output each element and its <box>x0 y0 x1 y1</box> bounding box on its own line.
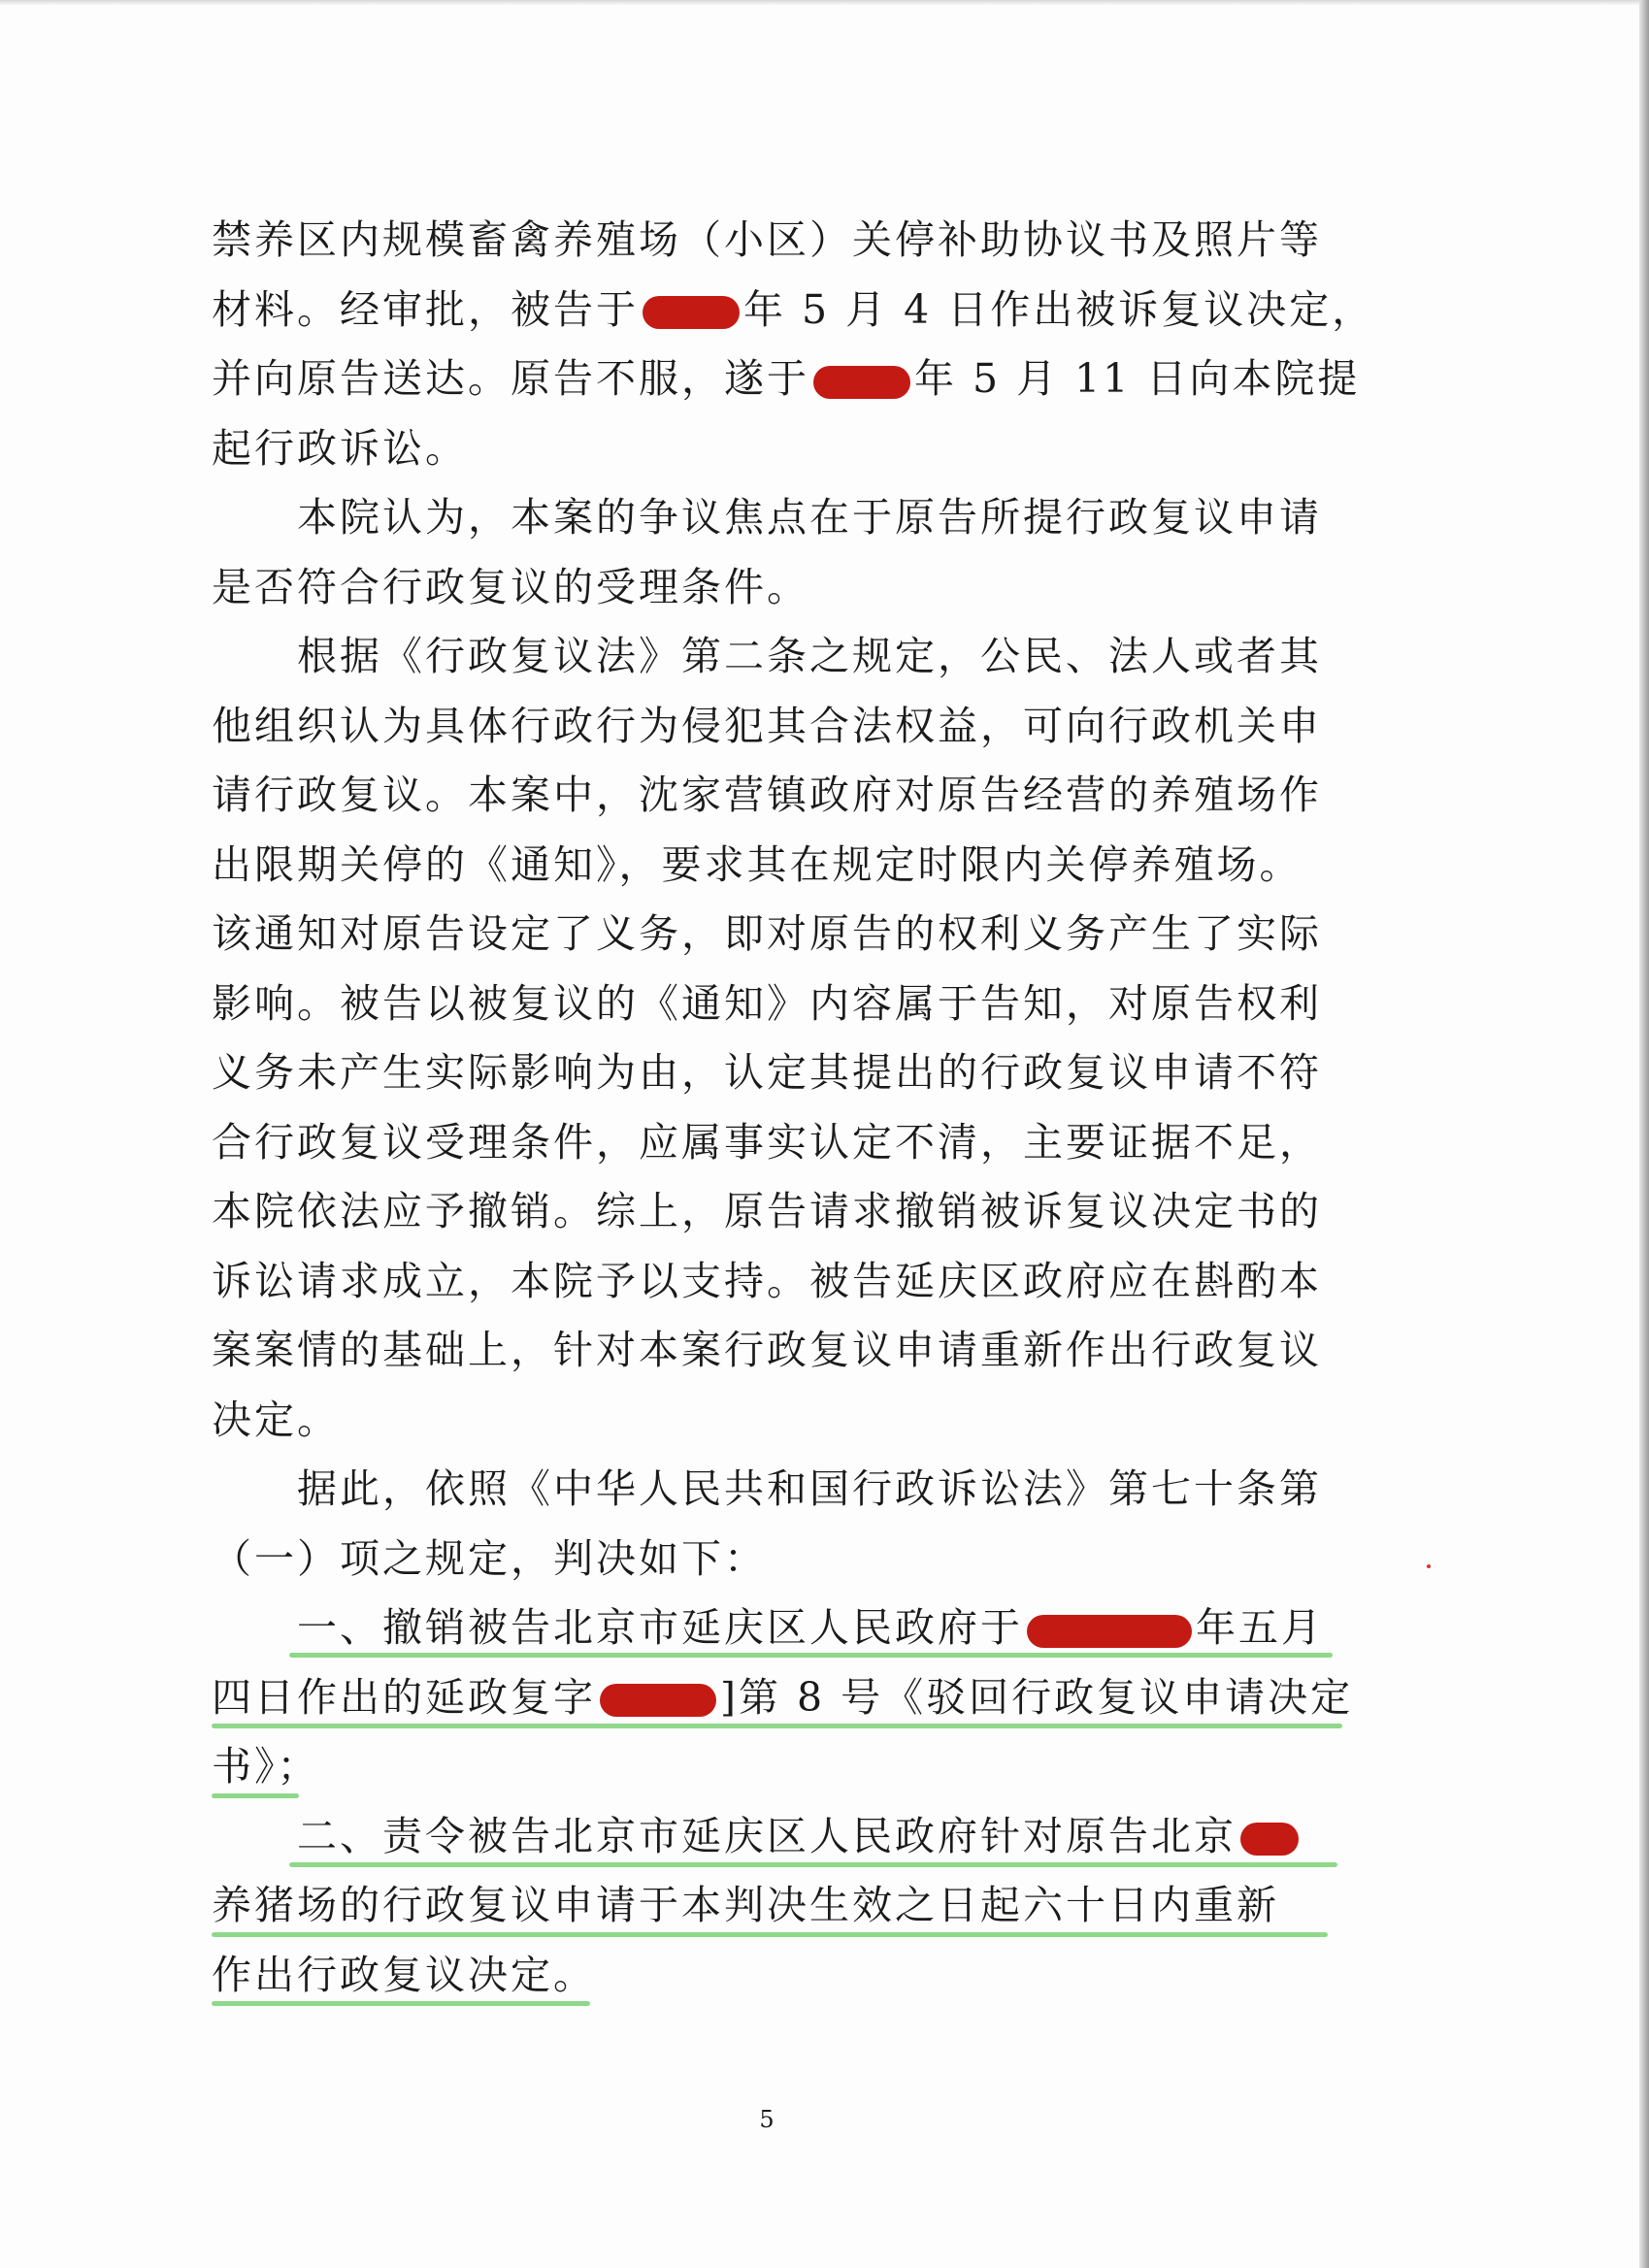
scan-speck <box>1427 1564 1431 1568</box>
text-line <box>212 1941 1328 2011</box>
text-segment: 四日作出的延政复字 <box>212 1673 596 1721</box>
text-segment: 该通知对原告设定了义务，即对原告的权利义务产生了实际 <box>212 910 1322 957</box>
text-segment: 本院认为，本案的争议焦点在于原告所提行政复议申请 <box>297 494 1322 541</box>
text-segment: 书》； <box>212 1743 320 1790</box>
text-line <box>212 1871 1328 1941</box>
text-line <box>212 553 1328 623</box>
text-segment: 本院依法应予撤销。综上，原告请求撤销被诉复议决定书的 <box>212 1188 1322 1234</box>
scan-edge-right <box>1639 0 1649 2268</box>
text-segment: 一、撤销被告北京市延庆区人民政府于 <box>297 1604 1023 1651</box>
scan-edge-top <box>0 0 1649 6</box>
text-segment: 年 5 月 11 日向本院提 <box>914 355 1361 402</box>
text-line <box>212 1386 1328 1456</box>
text-segment: 义务未产生实际影响为由，认定其提出的行政复议申请不符 <box>212 1049 1322 1096</box>
judgment-body <box>212 206 1375 2010</box>
text-line <box>212 831 1328 901</box>
text-segment: 出限期关停的《通知》，要求其在规定时限内关停养殖场。 <box>212 840 1303 888</box>
text-segment: 合行政复议受理条件，应属事实认定不清，主要证据不足， <box>212 1118 1322 1166</box>
text-segment: 起行政诉讼。 <box>212 424 468 472</box>
redaction-mark <box>643 296 740 329</box>
highlight-underline <box>212 1793 299 1798</box>
redaction-mark <box>1240 1823 1299 1856</box>
text-line <box>212 1316 1328 1386</box>
text-segment: 年五月 <box>1196 1604 1324 1651</box>
text-line <box>212 622 1328 692</box>
text-segment: （一）项之规定，判决如下： <box>212 1534 767 1582</box>
highlight-underline <box>212 2001 590 2006</box>
text-line <box>212 206 1328 276</box>
redaction-mark <box>600 1684 716 1717</box>
text-line <box>212 483 1328 553</box>
text-segment: 是否符合行政复议的受理条件。 <box>212 563 809 610</box>
text-segment: 根据《行政复议法》第二条之规定，公民、法人或者其 <box>297 633 1322 679</box>
highlight-underline <box>212 1724 1342 1728</box>
text-segment: 请行政复议。本案中，沈家营镇政府对原告经营的养殖场作 <box>212 772 1322 818</box>
text-segment: 决定。 <box>212 1396 340 1443</box>
redaction-mark <box>1027 1615 1192 1648</box>
text-line <box>212 1663 1354 1733</box>
text-segment: 案案情的基础上，针对本案行政复议申请重新作出行政复议 <box>212 1327 1322 1373</box>
page-number: 5 <box>759 2106 775 2133</box>
highlight-underline <box>289 1653 1333 1658</box>
text-line <box>212 1802 1328 1872</box>
text-line <box>212 276 1375 345</box>
text-line <box>212 1525 1328 1594</box>
highlight-underline <box>212 1932 1328 1937</box>
text-line <box>212 1038 1328 1108</box>
text-line <box>212 900 1328 970</box>
text-line <box>212 692 1328 762</box>
text-line <box>212 1177 1328 1247</box>
text-segment: 二、责令被告北京市延庆区人民政府针对原告北京 <box>297 1812 1237 1859</box>
text-segment: 诉讼请求成立，本院予以支持。被告延庆区政府应在斟酌本 <box>212 1257 1322 1304</box>
text-segment: 他组织认为具体行政行为侵犯其合法权益，可向行政机关申 <box>212 702 1322 749</box>
text-line <box>212 345 1361 414</box>
text-line <box>212 1594 1328 1663</box>
highlight-underline <box>289 1862 1337 1867</box>
text-line <box>212 1732 1328 1802</box>
text-line <box>212 761 1328 831</box>
text-segment: 禁养区内规模畜禽养殖场（小区）关停补助协议书及照片等 <box>212 216 1322 263</box>
text-segment: 材料。经审批，被告于 <box>212 285 639 333</box>
text-segment: 养猪场的行政复议申请于本判决生效之日起六十日内重新 <box>212 1882 1279 1928</box>
text-line <box>212 970 1328 1039</box>
text-line <box>212 414 1328 484</box>
text-segment: 并向原告送达。原告不服，遂于 <box>212 355 809 402</box>
text-line <box>212 1108 1328 1178</box>
text-segment: 影响。被告以被复议的《通知》内容属于告知，对原告权利 <box>212 979 1322 1027</box>
redaction-mark <box>813 366 910 399</box>
text-segment: ]第 8 号《驳回行政复议申请决定 <box>720 1673 1354 1721</box>
text-line <box>212 1247 1328 1317</box>
text-segment: 据此，依照《中华人民共和国行政诉讼法》第七十条第 <box>297 1465 1322 1512</box>
text-line <box>212 1455 1328 1525</box>
text-segment: 年 5 月 4 日作出被诉复议决定， <box>743 285 1375 333</box>
text-segment: 作出行政复议决定。 <box>212 1951 596 1998</box>
